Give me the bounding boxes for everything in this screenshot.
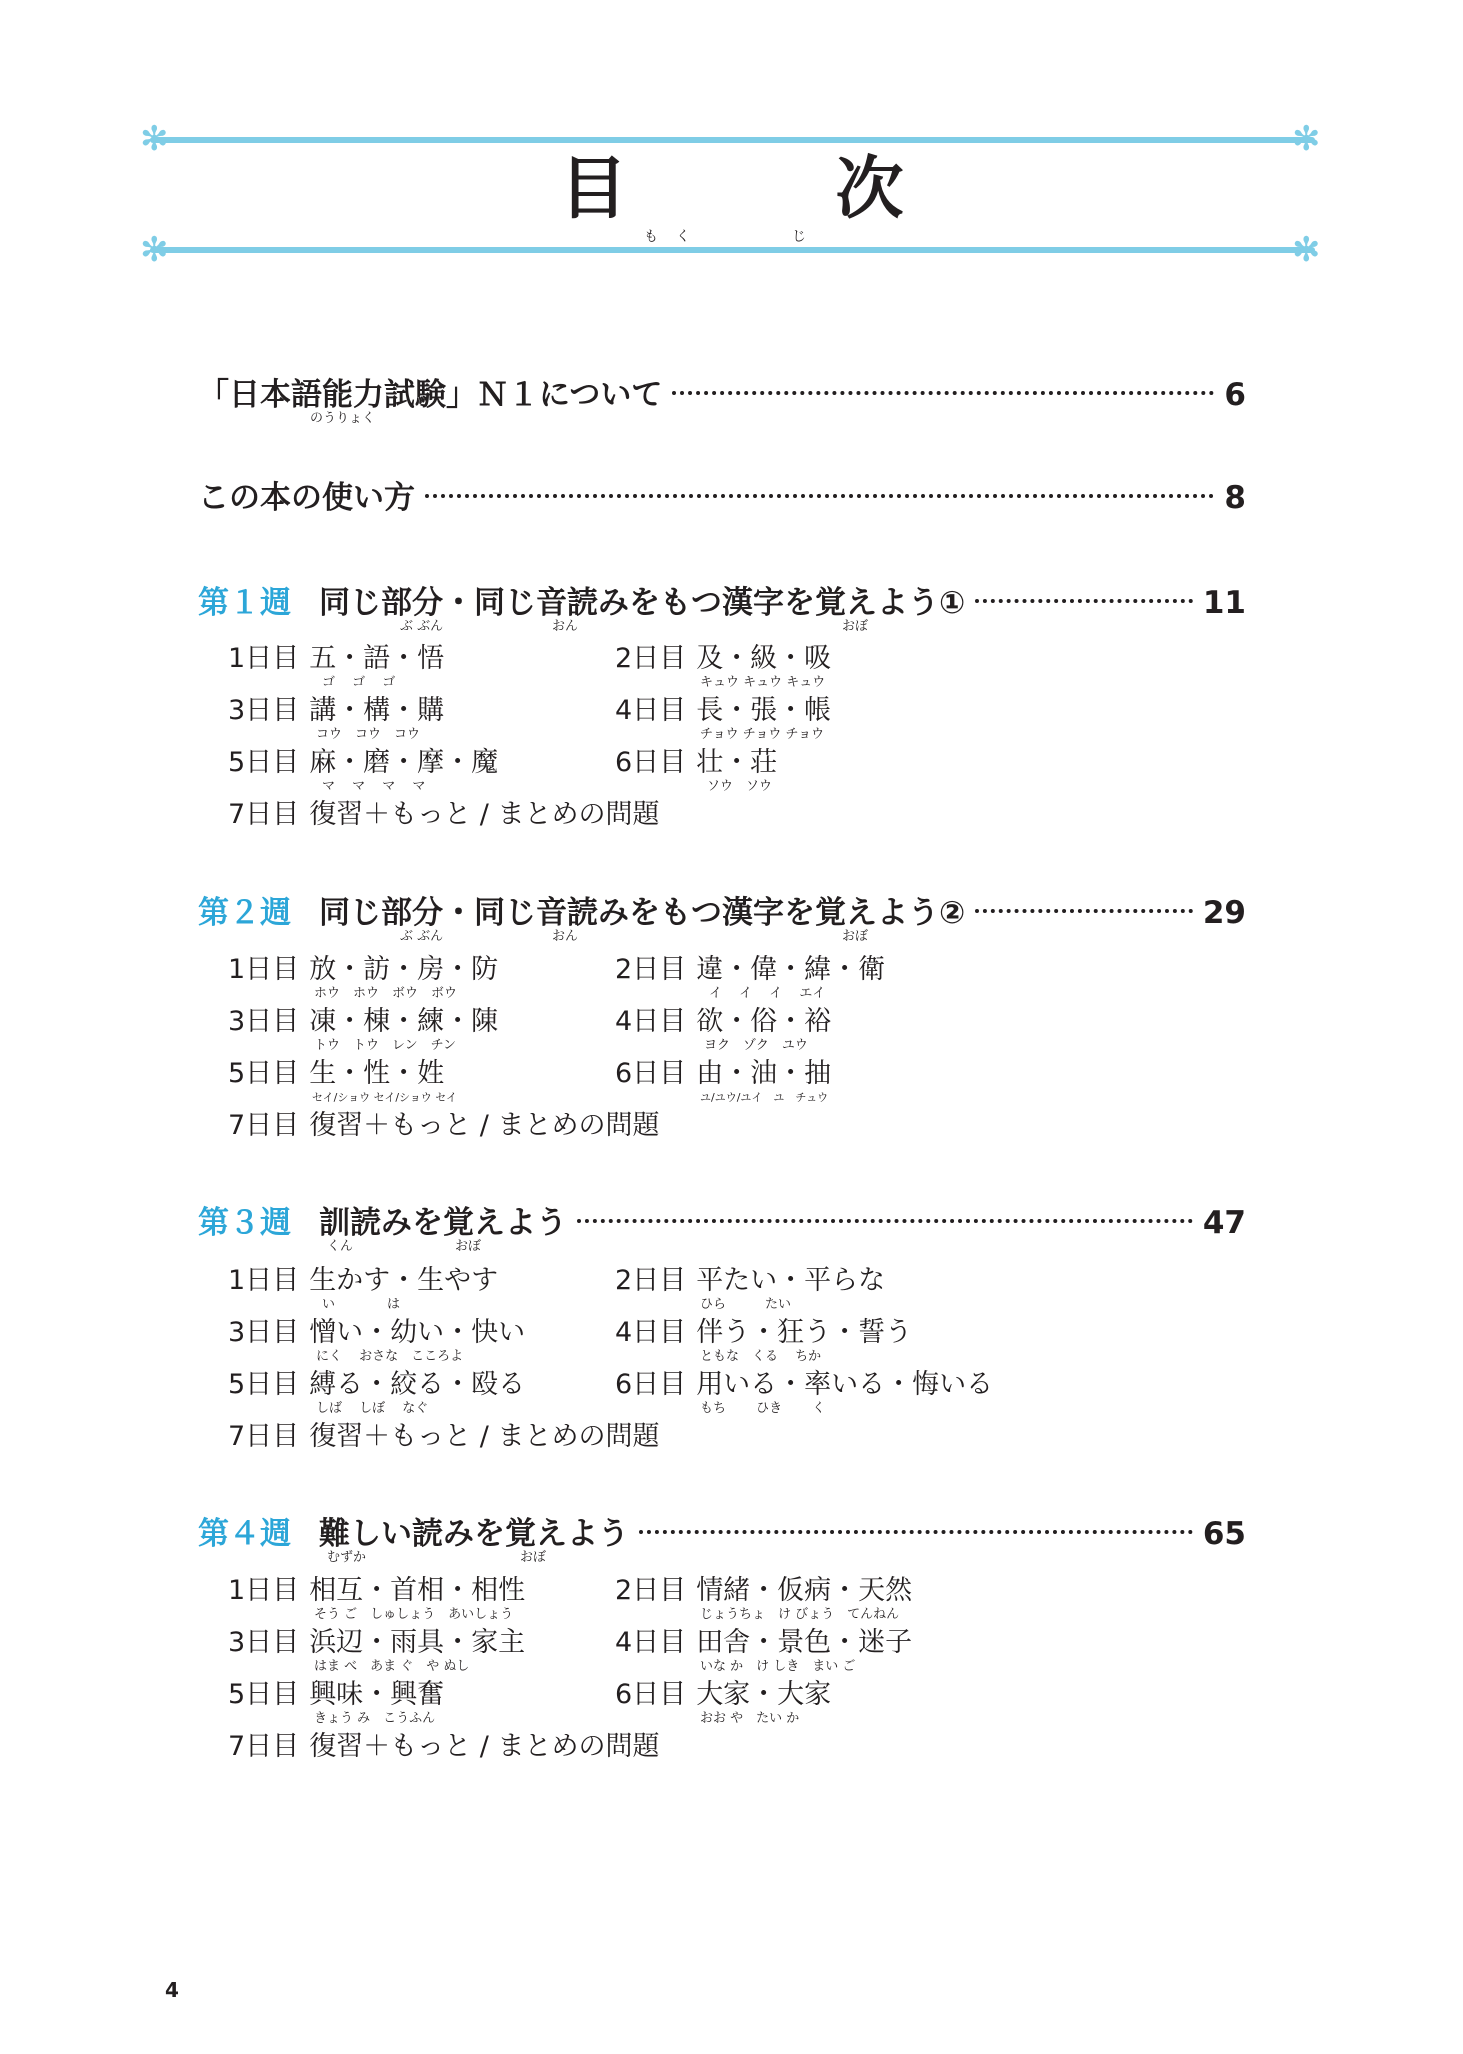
day-item[interactable] — [615, 1626, 912, 1660]
day-number: 5日目 — [228, 1058, 300, 1089]
week-heading[interactable] — [198, 893, 1246, 933]
kanji-list: 情緒・仮病・天然 — [696, 1575, 913, 1606]
kanji-list: 用いる・率いる・悔いる — [696, 1369, 994, 1400]
week-label: 第２週 — [198, 895, 291, 931]
week-heading[interactable] — [198, 1203, 1246, 1243]
day-item[interactable] — [615, 1264, 885, 1298]
page-ref: 29 — [1202, 895, 1246, 931]
ruby-text: にく おさな こころよ — [316, 1349, 464, 1364]
ruby-text: トウ トウ レン チン — [314, 1038, 457, 1053]
day-item[interactable] — [615, 1316, 912, 1350]
day-number: 4日目 — [615, 695, 687, 726]
ruby-text: ともな くる ちか — [700, 1349, 822, 1364]
ruby-text: イ イ イ エイ — [709, 986, 826, 1001]
ruby-text: もち ひき く — [700, 1401, 826, 1416]
ruby-text: くん — [327, 1239, 354, 1254]
day-item[interactable] — [228, 746, 498, 780]
title-ruby: も — [644, 229, 658, 245]
ruby-text: おん — [552, 619, 579, 634]
day-item[interactable] — [228, 1730, 659, 1764]
kanji-list: 興味・興奮 — [309, 1679, 445, 1710]
kanji-list: 凍・棟・練・陳 — [309, 1006, 499, 1037]
kanji-list: 大家・大家 — [696, 1679, 832, 1710]
page-ref: 6 — [1224, 377, 1246, 413]
day-item[interactable] — [228, 694, 444, 728]
kanji-list: 放・訪・房・防 — [309, 954, 499, 985]
review-text: 復習＋もっと / まとめの問題 — [309, 1110, 660, 1141]
day-item[interactable] — [615, 953, 885, 987]
kanji-list: 麻・磨・摩・魔 — [309, 747, 499, 778]
review-text: 復習＋もっと / まとめの問題 — [309, 1731, 660, 1762]
day-number: 4日目 — [615, 1006, 687, 1037]
page-number: 4 — [165, 1978, 179, 2002]
week-label: 第３週 — [198, 1205, 291, 1241]
ruby-text: おぼ — [455, 1239, 482, 1254]
entry-title: この本の使い方 — [198, 480, 415, 516]
page-ref: 65 — [1202, 1516, 1246, 1552]
title-ruby: く — [676, 229, 690, 245]
ruby-text: おぼ — [842, 619, 869, 634]
kanji-list: 及・級・吸 — [696, 643, 832, 674]
ruby-text: ホウ ホウ ボウ ボウ — [314, 986, 458, 1001]
ruby-text: のうりょく — [310, 411, 376, 426]
day-number: 2日目 — [615, 1575, 687, 1606]
ruby-text: ぶ ぶん — [400, 929, 444, 944]
ruby-text: そう ご しゅしょう あいしょう — [314, 1607, 514, 1622]
day-number: 3日目 — [228, 1317, 300, 1348]
page-title: 目 次 — [559, 150, 974, 229]
kanji-list: 欲・俗・裕 — [696, 1006, 832, 1037]
ruby-text: じょうちょ け びょう てんねん — [700, 1607, 900, 1622]
kanji-list: 平たい・平らな — [696, 1265, 886, 1296]
day-number: 3日目 — [228, 1627, 300, 1658]
entry-title: 「日本語能力試験」Ｎ１について — [198, 377, 663, 413]
ruby-text: ひら たい — [700, 1297, 792, 1312]
ruby-text: マ マ マ マ — [322, 779, 426, 794]
kanji-list: 伴う・狂う・誓う — [696, 1317, 913, 1348]
kanji-list: 生・性・姓 — [309, 1058, 445, 1089]
review-text: 復習＋もっと / まとめの問題 — [309, 1421, 660, 1452]
week-title: 同じ部分・同じ音読みをもつ漢字を覚えよう① — [319, 585, 966, 621]
day-item[interactable] — [228, 1057, 444, 1091]
day-item[interactable] — [228, 1109, 659, 1143]
week-label: 第１週 — [198, 585, 291, 621]
day-number: 5日目 — [228, 747, 300, 778]
dot-leader — [975, 909, 1193, 913]
day-number: 3日目 — [228, 1006, 300, 1037]
kanji-list: 壮・荘 — [696, 747, 778, 778]
top-rule — [150, 137, 1315, 143]
day-item[interactable] — [615, 1574, 912, 1608]
ruby-text: おぼ — [520, 1550, 547, 1565]
kanji-list: 五・語・悟 — [309, 643, 445, 674]
asterisk-icon: ✻ — [1292, 230, 1321, 270]
asterisk-icon: ✻ — [1292, 119, 1321, 159]
kanji-list: 長・張・帳 — [696, 695, 832, 726]
day-item[interactable] — [228, 642, 444, 676]
ruby-text: い は — [322, 1297, 401, 1312]
week-label: 第４週 — [198, 1516, 291, 1552]
day-number: 6日目 — [615, 1369, 687, 1400]
toc-entry[interactable] — [198, 375, 1246, 415]
day-number: 2日目 — [615, 1265, 687, 1296]
ruby-text: セイ/ショウ セイ/ショウ セイ — [312, 1091, 457, 1104]
kanji-list: 違・偉・緯・衛 — [696, 954, 886, 985]
ruby-text: チョウ チョウ チョウ — [700, 727, 825, 742]
day-item[interactable] — [228, 798, 659, 832]
ruby-text: ユ/ユウ/ユイ ユ チュウ — [700, 1091, 829, 1104]
day-item[interactable] — [615, 694, 831, 728]
ruby-text: おん — [552, 929, 579, 944]
kanji-list: 講・構・購 — [309, 695, 445, 726]
day-item[interactable] — [228, 1264, 498, 1298]
day-number: 1日目 — [228, 954, 300, 985]
day-number: 7日目 — [228, 799, 300, 830]
asterisk-icon: ✻ — [140, 230, 169, 270]
day-item[interactable] — [615, 1368, 993, 1402]
day-item[interactable] — [228, 1316, 525, 1350]
day-number: 1日目 — [228, 1575, 300, 1606]
week-heading[interactable] — [198, 1514, 1246, 1554]
day-number: 1日目 — [228, 1265, 300, 1296]
day-number: 6日目 — [615, 1058, 687, 1089]
day-number: 5日目 — [228, 1369, 300, 1400]
week-title: 難しい読みを覚えよう — [319, 1516, 629, 1552]
day-number: 7日目 — [228, 1110, 300, 1141]
page-ref: 8 — [1224, 480, 1246, 516]
ruby-text: ゴ ゴ ゴ — [322, 675, 396, 690]
day-item[interactable] — [228, 1574, 525, 1608]
ruby-text: はま べ あま ぐ や ぬし — [314, 1659, 470, 1674]
day-number: 2日目 — [615, 643, 687, 674]
kanji-list: 由・油・抽 — [696, 1058, 832, 1089]
dot-leader — [639, 1530, 1193, 1534]
kanji-list: 生かす・生やす — [309, 1265, 499, 1296]
week-heading[interactable] — [198, 583, 1246, 623]
kanji-list: 相互・首相・相性 — [309, 1575, 526, 1606]
page-ref: 47 — [1202, 1205, 1246, 1241]
day-item[interactable] — [615, 746, 777, 780]
day-item[interactable] — [615, 1057, 831, 1091]
toc-entry[interactable] — [198, 478, 1246, 518]
ruby-text: ソウ ソウ — [707, 779, 773, 794]
day-number: 5日目 — [228, 1679, 300, 1710]
ruby-text: いな か け しき まい ご — [700, 1659, 856, 1674]
kanji-list: 田舎・景色・迷子 — [696, 1627, 913, 1658]
week-title: 訓読みを覚えよう — [319, 1205, 567, 1241]
dot-leader — [577, 1219, 1193, 1223]
kanji-list: 縛る・絞る・殴る — [309, 1369, 526, 1400]
day-number: 6日目 — [615, 747, 687, 778]
day-number: 4日目 — [615, 1627, 687, 1658]
day-item[interactable] — [228, 1678, 444, 1712]
dot-leader — [975, 599, 1193, 603]
day-number: 2日目 — [615, 954, 687, 985]
dot-leader — [672, 391, 1214, 395]
day-item[interactable] — [228, 1420, 659, 1454]
week-title: 同じ部分・同じ音読みをもつ漢字を覚えよう② — [319, 895, 966, 931]
ruby-text: しば しぼ なぐ — [316, 1401, 429, 1416]
day-item[interactable] — [228, 1005, 498, 1039]
day-item[interactable] — [228, 1368, 525, 1402]
day-number: 1日目 — [228, 643, 300, 674]
dot-leader — [425, 494, 1214, 498]
day-item[interactable] — [615, 1678, 831, 1712]
ruby-text: むずか — [327, 1550, 367, 1565]
kanji-list: 浜辺・雨具・家主 — [309, 1627, 526, 1658]
ruby-text: コウ コウ コウ — [316, 727, 421, 742]
ruby-text: おお や たい か — [700, 1711, 800, 1726]
bottom-rule — [150, 247, 1315, 253]
kanji-list: 憎い・幼い・快い — [309, 1317, 526, 1348]
day-item[interactable] — [615, 642, 831, 676]
asterisk-icon: ✻ — [140, 119, 169, 159]
ruby-text: ぶ ぶん — [400, 619, 444, 634]
page-ref: 11 — [1202, 585, 1246, 621]
ruby-text: きょう み こうふん — [314, 1711, 436, 1726]
day-number: 6日目 — [615, 1679, 687, 1710]
ruby-text: おぼ — [842, 929, 869, 944]
title-ruby: じ — [792, 229, 806, 245]
day-number: 7日目 — [228, 1421, 300, 1452]
day-number: 4日目 — [615, 1317, 687, 1348]
day-item[interactable] — [228, 1626, 525, 1660]
ruby-text: キュウ キュウ キュウ — [700, 675, 826, 690]
day-item[interactable] — [228, 953, 498, 987]
ruby-text: ヨク ゾク ユウ — [704, 1038, 808, 1053]
review-text: 復習＋もっと / まとめの問題 — [309, 799, 660, 830]
day-number: 3日目 — [228, 695, 300, 726]
day-item[interactable] — [615, 1005, 831, 1039]
day-number: 7日目 — [228, 1731, 300, 1762]
